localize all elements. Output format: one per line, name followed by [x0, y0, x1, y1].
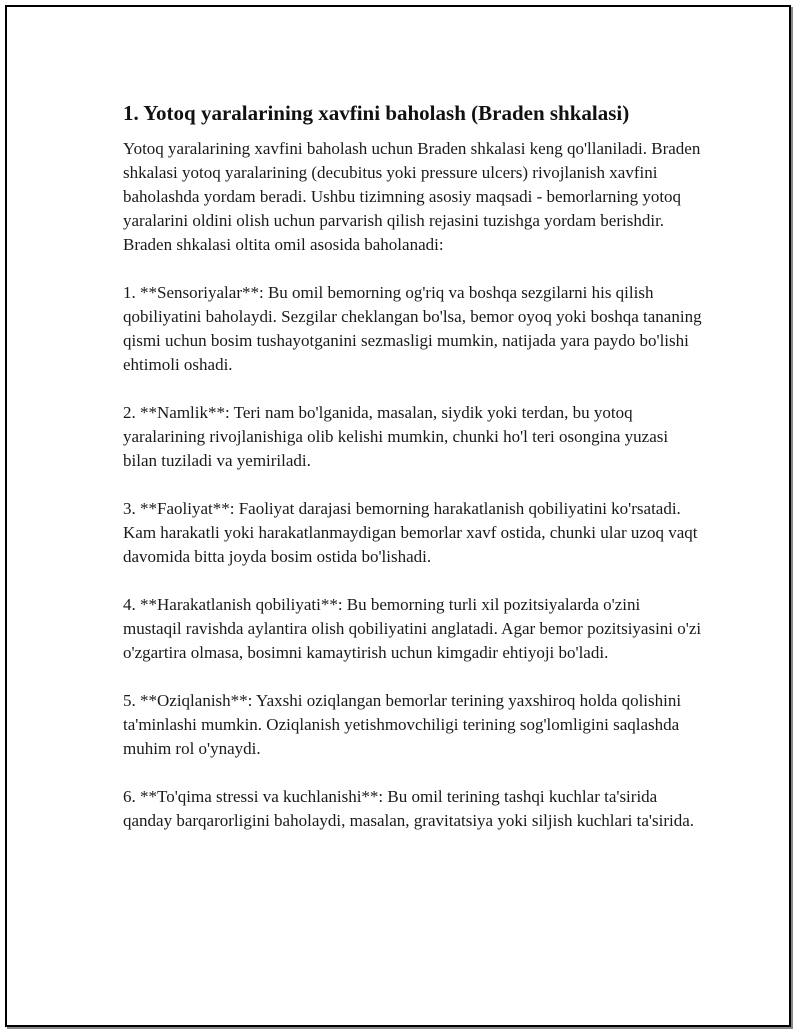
- factor-moisture-paragraph: 2. **Namlik**: Teri nam bo'lganida, masalan, siydik yoki terdan, bu yotoq yaralarining rivojlanishiga olib kelishi mumkin, chunki ho'l teri osongina yuzasi bilan tuziladi va yemiriladi.: [123, 403, 669, 470]
- document-body: [123, 99, 703, 857]
- factor-nutrition-paragraph: 5. **Oziqlanish**: Yaxshi oziqlangan bemorlar terining yaxshiroq holda qolishini ta'minlashi mumkin. Oziqlanish yetishmovchiligi terining sog'lomligini saqlashda muhim rol o'ynaydi.: [123, 691, 682, 758]
- factor-activity-paragraph: 3. **Faoliyat**: Faoliyat darajasi bemorning harakatlanish qobiliyatini ko'rsatadi. Kam harakatli yoki harakatlanmaydigan bemorlar xavf ostida, chunki ular uzoq vaqt davomida bitta joyda bosim ostida bo'lishadi.: [123, 499, 698, 566]
- intro-paragraph: Yotoq yaralarining xavfini baholash uchun Braden shkalasi keng qo'llaniladi. Braden shkalasi yotoq yaralarining (decubitus yoki pressure ulcers) rivojlanish xavfini baholashda yordam beradi. Ushbu tizimning asosiy maqsadi - bemorlarning yotoq yaralarini oldini olish uchun parvarish qilish rejasini tuzishga yordam berishdir. Braden shkalasi oltita omil asosida baholanadi:: [123, 139, 701, 254]
- page-frame: [5, 5, 791, 1027]
- factor-mobility-paragraph: 4. **Harakatlanish qobiliyati**: Bu bemorning turli xil pozitsiyalarda o'zini mustaqil ravishda aylantira olish qobiliyatini anglatadi. Agar bemor pozitsiyasini o'zi o'zgartira olmasa, bosimni kamaytirish uchun kimgadir ehtiyoji bo'ladi.: [123, 595, 702, 662]
- factor-sensory-paragraph: 1. **Sensoriyalar**: Bu omil bemorning og'riq va boshqa sezgilarni his qilish qobiliyatini baholaydi. Sezgilar cheklangan bo'lsa, bemor oyoq yoki boshqa tananing qismi uchun bosim tushayotganini sezmasligi mumkin, natijada yara paydo bo'lishi ehtimoli oshadi.: [123, 283, 702, 374]
- factor-friction-paragraph: 6. **To'qima stressi va kuchlanishi**: Bu omil terining tashqi kuchlar ta'sirida qanday barqarorligini baholaydi, masalan, gravitatsiya yoki siljish kuchlari ta'sirida.: [123, 787, 694, 830]
- section-heading: 1. Yotoq yaralarining xavfini baholash (Braden shkalasi): [123, 101, 630, 125]
